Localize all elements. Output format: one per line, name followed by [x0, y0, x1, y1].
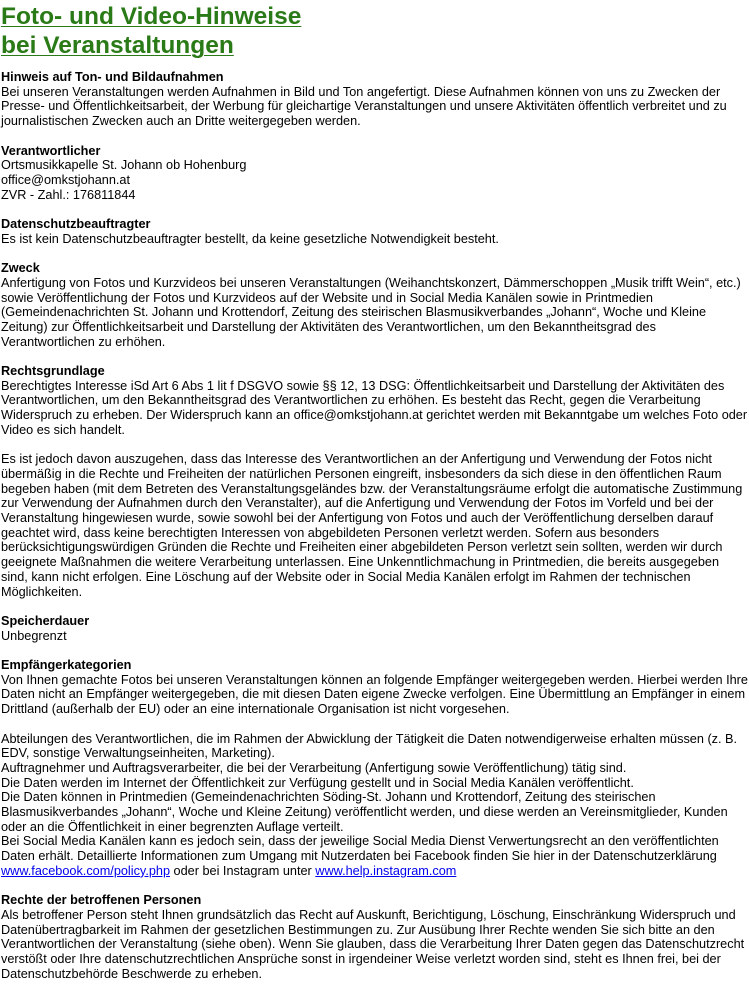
organization-email: office@omkstjohann.at	[1, 172, 131, 187]
section-heading-hinweis: Hinweis auf Ton- und Bildaufnahmen	[1, 70, 224, 84]
empfaenger-social-media-text: Bei Social Media Kanälen kann es jedoch sein, dass der jeweilige Social Media Dienst Verwertungsrecht an den veröffentlichten Daten erhält. Detaillierte Informationen zum Umgang mit Nutzerdaten bei Facebook finden Sie hier in der Datenschutzerklärung	[1, 834, 719, 864]
facebook-policy-link[interactable]: www.facebook.com/policy.php	[1, 863, 171, 878]
section-zweck	[1, 261, 748, 349]
section-rechtsgrundlage-details	[1, 452, 748, 599]
instagram-help-link[interactable]: www.help.instagram.com	[315, 863, 457, 878]
section-rechtsgrundlage	[1, 364, 748, 438]
section-hinweis	[1, 70, 748, 129]
speicherdauer-text: Unbegrenzt	[1, 628, 67, 643]
section-verantwortlicher	[1, 144, 748, 203]
section-datenschutzbeauftragter	[1, 217, 748, 246]
zweck-text: Anfertigung von Fotos und Kurzvideos bei unseren Veranstaltungen (Weihanchtskonzert, Dämmerschoppen „Musik trifft Wein“, etc.) sowie Veröffentlichung der Fotos und Kurzvideos auf der Website und in Social Media Kanälen sowie in Printmedien (Gemeindenachrichten St. Johann und Krottendorf, Zeitung des steirischen Blasmusikverbandes „Johann“, Woche und Kleine Zeitung) zur Öffentlichkeitsarbeit und Darstellung der Aktivitäten des Verantwortlichen, um den Bekanntheitsgrad des Verantwortlichen zu erhöhen.	[1, 275, 741, 349]
section-heading-zweck: Zweck	[1, 261, 40, 276]
organization-name: Ortsmusikkapelle St. Johann ob Hohenburg	[1, 158, 247, 173]
empfaenger-text: Von Ihnen gemachte Fotos bei unseren Veranstaltungen können an folgende Empfänger weitergegeben werden. Hierbei werden Ihre Daten nicht an Empfänger weitergegeben, die mit diesen Daten eigene Zwecke verfolgen. Eine Übermittlung an Empfänger in einem Drittland (außerhalb der EU) oder an eine internationale Organisation ist nicht vorgesehen.	[1, 672, 748, 717]
page-title	[1, 2, 748, 60]
rechtsgrundlage-text: Berechtigtes Interesse iSd Art 6 Abs 1 lit f DSGVO sowie §§ 12, 13 DSG: Öffentlichkeitsarbeit und Darstellung der Aktivitäten des Verantwortlichen, um den Bekanntheitsgrad des Verantwortlichen zu erhöhen. Es besteht das Recht, gegen die Verarbeitung Widerspruch zu erheben. Der Widerspruch kann an office@omkstjohann.at gerichtet werden mit Bekanntgabe um welches Foto oder Video es sich handelt.	[1, 378, 748, 437]
zvr-number: ZVR - Zahl.: 176811844	[1, 187, 136, 202]
rechtsgrundlage-details-text: Es ist jedoch davon auszugehen, dass das Interesse des Verantwortlichen an der Anfertigung und Verwendung der Fotos nicht übermäßig in die Rechte und Freiheiten der natürlichen Personen eingreift, insbesonders da sich diese in den öffentlichen Raum begeben haben (mit dem Betreten des Veranstaltungsgeländes bzw. der Veranstaltungsräume erfolgt die automatische Zustimmung zur Verwendung der Aufnahmen durch den Veranstalter), auf die Anfertigung und Verwendung der Fotos im Vorfeld und bei der Veranstaltung hingewiesen wurde, sowie sowohl bei der Anfertigung von Fotos und auch der Veröffentlichung derselben darauf geachtet wird, dass keine berechtigten Interessen von abgebildeten Personen verletzt werden. Sofern aus besonders berücksichtigungswürdigen Gründen die Rechte und Freiheiten einer abgebildeten Person verletzt sein sollten, werden wir durch geeignete Maßnahmen die weitere Verarbeitung unterlassen. Eine Unkenntlichmachung in Printmedien, die bereits ausgegeben sind, kann nicht erfolgen. Eine Löschung auf der Website oder in Social Media Kanälen erfolgt im Rahmen der technischen Möglichkeiten.	[1, 452, 743, 599]
section-heading-speicherdauer: Speicherdauer	[1, 613, 90, 628]
section-empfaengerkategorien	[1, 658, 748, 717]
empfaenger-line-social-media	[1, 834, 748, 878]
section-empfaenger-details	[1, 732, 748, 879]
section-heading-verantwortlicher: Verantwortlicher	[1, 143, 101, 158]
section-heading-rechtsgrundlage: Rechtsgrundlage	[1, 364, 105, 378]
rechte-text: Als betroffener Person steht Ihnen grundsätzlich das Recht auf Auskunft, Berichtigung, Löschung, Einschränkung Widerspruch und Datenübertragbarkeit im Rahmen der gesetzlichen Bestimmungen zu. Zur Ausübung Ihrer Rechte wenden Sie sich bitte an den Verantwortlichen der Veranstaltung (siehe oben). Wenn Sie glauben, dass die Verarbeitung Ihrer Daten gegen das Datenschutzrecht verstößt oder Ihre datenschutzrechtlichen Ansprüche sonst in irgendeiner Weise verletzt worden sind, steht es Ihnen frei, bei der Datenschutzbehörde Beschwerde zu erheben.	[1, 907, 745, 981]
link-connector-text: oder bei Instagram unter	[170, 863, 316, 878]
section-heading-rechte: Rechte der betroffenen Personen	[1, 893, 202, 908]
section-heading-empfaengerkategorien: Empfängerkategorien	[1, 658, 132, 673]
empfaenger-line-internet: Die Daten werden im Internet der Öffentlichkeit zur Verfügung gestellt und in Social Media Kanälen veröffentlicht.	[1, 775, 634, 790]
section-heading-datenschutzbeauftragter: Datenschutzbeauftragter	[1, 217, 151, 231]
empfaenger-line-abteilungen: Abteilungen des Verantwortlichen, die im Rahmen der Abwicklung der Tätigkeit die Daten notwendigerweise erhalten müssen (z. B. EDV, sonstige Verwaltungseinheiten, Marketing).	[1, 731, 738, 761]
empfaenger-line-auftragnehmer: Auftragnehmer und Auftragsverarbeiter, die bei der Verarbeitung (Anfertigung sowie Veröffentlichung) tätig sind.	[1, 760, 627, 775]
section-speicherdauer	[1, 614, 748, 643]
page-title-line-1: Foto- und Video-Hinweise	[1, 3, 302, 30]
hinweis-text: Bei unseren Veranstaltungen werden Aufnahmen in Bild und Ton angefertigt. Diese Aufnahmen können von uns zu Zwecken der Presse- und Öffentlichkeitsarbeit, der Werbung für gleichartige Veranstaltungen und unsere Aktivitäten öffentlich verbreitet und zu journalistischen Zwecken auch an Dritte weitergegeben werden.	[1, 84, 727, 129]
empfaenger-line-printmedien: Die Daten können in Printmedien (Gemeindenachrichten Söding-St. Johann und Krottendorf, Zeitung des steirischen Blasmusikverbandes „Johann“, Woche und Kleine Zeitung) veröffentlicht werden, und diese werden an Vereinsmitglieder, Kunden oder an die Öffentlichkeit in einer begrenzten Auflage verteilt.	[1, 790, 728, 834]
section-rechte	[1, 893, 748, 981]
page-title-line-2: bei Veranstaltungen	[1, 32, 234, 59]
datenschutzbeauftragter-text: Es ist kein Datenschutzbeauftragter bestellt, da keine gesetzliche Notwendigkeit besteht.	[1, 231, 499, 246]
